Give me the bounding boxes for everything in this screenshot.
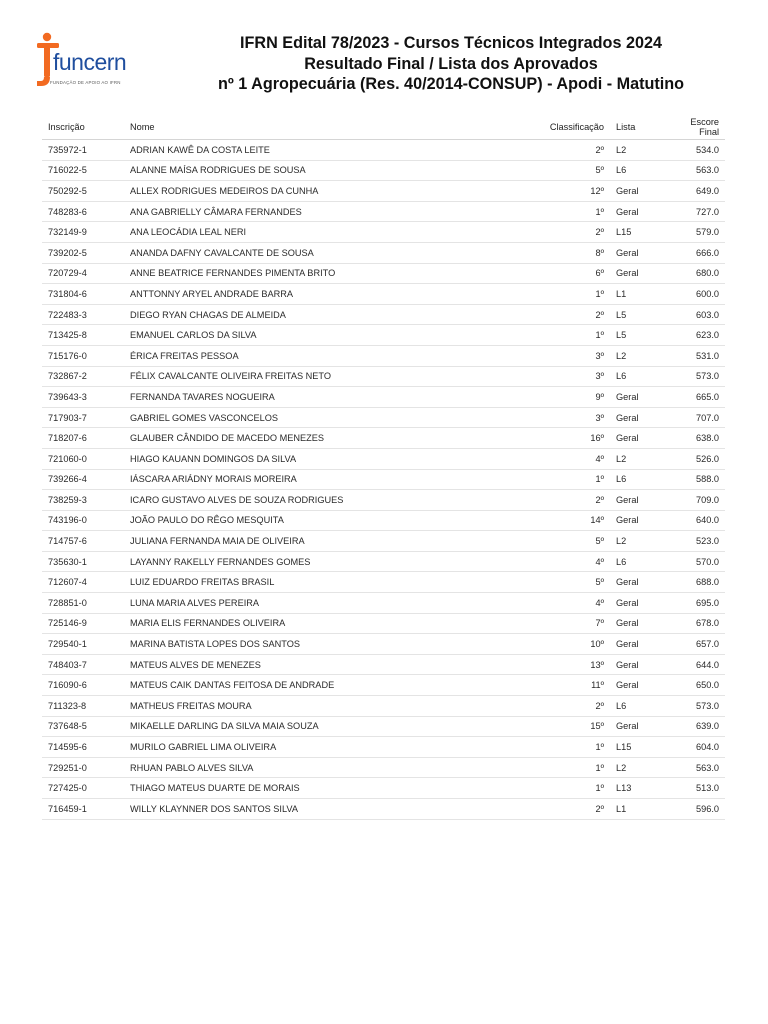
table-row <box>42 345 725 366</box>
cell-classificacao: 2º <box>496 696 610 717</box>
table-row <box>42 490 725 511</box>
cell-lista: Geral <box>610 572 682 593</box>
cell-escore: 665.0 <box>682 387 725 408</box>
cell-inscricao: 718207-6 <box>42 428 124 449</box>
cell-classificacao: 2º <box>496 140 610 161</box>
cell-lista: L1 <box>610 284 682 305</box>
cell-lista: Geral <box>610 263 682 284</box>
cell-classificacao: 4º <box>496 593 610 614</box>
cell-escore: 650.0 <box>682 675 725 696</box>
cell-inscricao: 713425-8 <box>42 325 124 346</box>
table-row <box>42 654 725 675</box>
cell-classificacao: 2º <box>496 799 610 820</box>
cell-classificacao: 14º <box>496 510 610 531</box>
cell-classificacao: 1º <box>496 469 610 490</box>
cell-classificacao: 13º <box>496 654 610 675</box>
cell-escore: 638.0 <box>682 428 725 449</box>
cell-lista: L2 <box>610 757 682 778</box>
cell-escore: 526.0 <box>682 448 725 469</box>
funcern-logo <box>33 30 145 90</box>
cell-lista: Geral <box>610 510 682 531</box>
cell-nome: THIAGO MATEUS DUARTE DE MORAIS <box>124 778 496 799</box>
table-row <box>42 737 725 758</box>
cell-escore: 709.0 <box>682 490 725 511</box>
cell-classificacao: 4º <box>496 551 610 572</box>
cell-nome: RHUAN PABLO ALVES SILVA <box>124 757 496 778</box>
cell-lista: L6 <box>610 366 682 387</box>
cell-nome: HIAGO KAUANN DOMINGOS DA SILVA <box>124 448 496 469</box>
cell-classificacao: 1º <box>496 778 610 799</box>
cell-inscricao: 735630-1 <box>42 551 124 572</box>
table-row <box>42 428 725 449</box>
cell-nome: GABRIEL GOMES VASCONCELOS <box>124 407 496 428</box>
cell-nome: ANA GABRIELLY CÂMARA FERNANDES <box>124 201 496 222</box>
cell-escore: 695.0 <box>682 593 725 614</box>
cell-nome: FÉLIX CAVALCANTE OLIVEIRA FREITAS NETO <box>124 366 496 387</box>
cell-inscricao: 712607-4 <box>42 572 124 593</box>
cell-escore: 563.0 <box>682 757 725 778</box>
cell-escore: 623.0 <box>682 325 725 346</box>
logo-wordmark: funcern <box>53 49 127 75</box>
cell-lista: L2 <box>610 531 682 552</box>
cell-escore: 604.0 <box>682 737 725 758</box>
cell-escore: 596.0 <box>682 799 725 820</box>
cell-lista: L2 <box>610 140 682 161</box>
logo-subtext: FUNDAÇÃO DE APOIO AO IFRN <box>50 80 121 85</box>
cell-classificacao: 12º <box>496 181 610 202</box>
table-row <box>42 716 725 737</box>
cell-classificacao: 1º <box>496 757 610 778</box>
cell-classificacao: 2º <box>496 304 610 325</box>
cell-lista: Geral <box>610 201 682 222</box>
cell-classificacao: 3º <box>496 345 610 366</box>
cell-nome: MATHEUS FREITAS MOURA <box>124 696 496 717</box>
cell-inscricao: 721060-0 <box>42 448 124 469</box>
table-row <box>42 140 725 161</box>
cell-nome: MIKAELLE DARLING DA SILVA MAIA SOUZA <box>124 716 496 737</box>
cell-classificacao: 9º <box>496 387 610 408</box>
cell-escore: 523.0 <box>682 531 725 552</box>
table-row <box>42 222 725 243</box>
cell-lista: L5 <box>610 325 682 346</box>
table-row <box>42 510 725 531</box>
cell-inscricao: 737648-5 <box>42 716 124 737</box>
cell-inscricao: 728851-0 <box>42 593 124 614</box>
cell-classificacao: 6º <box>496 263 610 284</box>
table-row <box>42 696 725 717</box>
header-subtitle: Resultado Final / Lista dos Aprovados <box>304 54 598 73</box>
cell-escore: 513.0 <box>682 778 725 799</box>
cell-classificacao: 7º <box>496 613 610 634</box>
cell-escore: 639.0 <box>682 716 725 737</box>
cell-escore: 707.0 <box>682 407 725 428</box>
cell-lista: L13 <box>610 778 682 799</box>
cell-nome: WILLY KLAYNNER DOS SANTOS SILVA <box>124 799 496 820</box>
cell-classificacao: 11º <box>496 675 610 696</box>
table-header-row <box>42 114 725 140</box>
cell-classificacao: 5º <box>496 160 610 181</box>
cell-nome: FERNANDA TAVARES NOGUEIRA <box>124 387 496 408</box>
table-row <box>42 387 725 408</box>
cell-classificacao: 4º <box>496 448 610 469</box>
table-row <box>42 160 725 181</box>
cell-nome: ADRIAN KAWÊ DA COSTA LEITE <box>124 140 496 161</box>
cell-inscricao: 716022-5 <box>42 160 124 181</box>
cell-lista: L6 <box>610 551 682 572</box>
table-row <box>42 325 725 346</box>
cell-inscricao: 732149-9 <box>42 222 124 243</box>
table-row <box>42 593 725 614</box>
table-row <box>42 242 725 263</box>
cell-lista: Geral <box>610 716 682 737</box>
header-nome: Nome <box>124 114 496 140</box>
table-row <box>42 613 725 634</box>
cell-inscricao: 729540-1 <box>42 634 124 655</box>
cell-escore: 563.0 <box>682 160 725 181</box>
cell-classificacao: 15º <box>496 716 610 737</box>
cell-nome: ANNE BEATRICE FERNANDES PIMENTA BRITO <box>124 263 496 284</box>
cell-inscricao: 717903-7 <box>42 407 124 428</box>
cell-inscricao: 739202-5 <box>42 242 124 263</box>
cell-nome: ANTTONNY ARYEL ANDRADE BARRA <box>124 284 496 305</box>
cell-nome: ALANNE MAÍSA RODRIGUES DE SOUSA <box>124 160 496 181</box>
cell-classificacao: 1º <box>496 284 610 305</box>
table-row <box>42 304 725 325</box>
cell-lista: L2 <box>610 345 682 366</box>
header-lista: Lista <box>610 114 682 140</box>
cell-lista: L6 <box>610 469 682 490</box>
cell-escore: 573.0 <box>682 696 725 717</box>
cell-inscricao: 715176-0 <box>42 345 124 366</box>
cell-inscricao: 748403-7 <box>42 654 124 675</box>
cell-escore: 579.0 <box>682 222 725 243</box>
cell-classificacao: 5º <box>496 572 610 593</box>
cell-classificacao: 8º <box>496 242 610 263</box>
cell-nome: JOÃO PAULO DO RÊGO MESQUITA <box>124 510 496 531</box>
header-inscricao: Inscrição <box>42 114 124 140</box>
cell-inscricao: 748283-6 <box>42 201 124 222</box>
cell-inscricao: 720729-4 <box>42 263 124 284</box>
table-row <box>42 634 725 655</box>
table-row <box>42 675 725 696</box>
table-row <box>42 757 725 778</box>
cell-inscricao: 711323-8 <box>42 696 124 717</box>
cell-inscricao: 716090-6 <box>42 675 124 696</box>
cell-escore: 649.0 <box>682 181 725 202</box>
cell-lista: Geral <box>610 428 682 449</box>
cell-nome: GLAUBER CÂNDIDO DE MACEDO MENEZES <box>124 428 496 449</box>
cell-escore: 531.0 <box>682 345 725 366</box>
cell-classificacao: 1º <box>496 201 610 222</box>
logo-dot <box>43 33 51 41</box>
cell-nome: IÁSCARA ARIÁDNY MORAIS MOREIRA <box>124 469 496 490</box>
cell-nome: EMANUEL CARLOS DA SILVA <box>124 325 496 346</box>
cell-nome: MURILO GABRIEL LIMA OLIVEIRA <box>124 737 496 758</box>
cell-inscricao: 732867-2 <box>42 366 124 387</box>
cell-nome: ICARO GUSTAVO ALVES DE SOUZA RODRIGUES <box>124 490 496 511</box>
cell-inscricao: 714757-6 <box>42 531 124 552</box>
cell-nome: LUNA MARIA ALVES PEREIRA <box>124 593 496 614</box>
cell-nome: MARIA ELIS FERNANDES OLIVEIRA <box>124 613 496 634</box>
cell-escore: 570.0 <box>682 551 725 572</box>
header-course: nº 1 Agropecuária (Res. 40/2014-CONSUP) - Apodi - Matutino <box>217 75 685 93</box>
cell-lista: L2 <box>610 448 682 469</box>
cell-escore: 640.0 <box>682 510 725 531</box>
cell-lista: Geral <box>610 593 682 614</box>
cell-escore: 678.0 <box>682 613 725 634</box>
cell-lista: L6 <box>610 696 682 717</box>
cell-lista: L5 <box>610 304 682 325</box>
cell-nome: ANA LEOCÁDIA LEAL NERI <box>124 222 496 243</box>
cell-classificacao: 10º <box>496 634 610 655</box>
cell-lista: Geral <box>610 634 682 655</box>
cell-inscricao: 739266-4 <box>42 469 124 490</box>
cell-inscricao: 743196-0 <box>42 510 124 531</box>
table-row <box>42 201 725 222</box>
cell-lista: L6 <box>610 160 682 181</box>
table-row <box>42 799 725 820</box>
cell-inscricao: 722483-3 <box>42 304 124 325</box>
table-row <box>42 181 725 202</box>
cell-escore: 657.0 <box>682 634 725 655</box>
cell-nome: LAYANNY RAKELLY FERNANDES GOMES <box>124 551 496 572</box>
table-row <box>42 572 725 593</box>
cell-lista: L15 <box>610 737 682 758</box>
cell-nome: MATEUS CAIK DANTAS FEITOSA DE ANDRADE <box>124 675 496 696</box>
cell-nome: ANANDA DAFNY CAVALCANTE DE SOUSA <box>124 242 496 263</box>
table-row <box>42 551 725 572</box>
cell-nome: DIEGO RYAN CHAGAS DE ALMEIDA <box>124 304 496 325</box>
header-classificacao: Classificação <box>496 114 610 140</box>
cell-nome: ALLEX RODRIGUES MEDEIROS DA CUNHA <box>124 181 496 202</box>
cell-inscricao: 729251-0 <box>42 757 124 778</box>
cell-escore: 680.0 <box>682 263 725 284</box>
table-row <box>42 778 725 799</box>
cell-nome: JULIANA FERNANDA MAIA DE OLIVEIRA <box>124 531 496 552</box>
cell-inscricao: 714595-6 <box>42 737 124 758</box>
cell-inscricao: 731804-6 <box>42 284 124 305</box>
cell-escore: 644.0 <box>682 654 725 675</box>
cell-inscricao: 735972-1 <box>42 140 124 161</box>
table-row <box>42 284 725 305</box>
table-row <box>42 448 725 469</box>
cell-inscricao: 738259-3 <box>42 490 124 511</box>
cell-escore: 727.0 <box>682 201 725 222</box>
cell-classificacao: 16º <box>496 428 610 449</box>
cell-classificacao: 1º <box>496 325 610 346</box>
table-row <box>42 469 725 490</box>
cell-lista: Geral <box>610 613 682 634</box>
cell-lista: Geral <box>610 242 682 263</box>
cell-lista: Geral <box>610 181 682 202</box>
cell-inscricao: 727425-0 <box>42 778 124 799</box>
cell-lista: Geral <box>610 490 682 511</box>
cell-inscricao: 739643-3 <box>42 387 124 408</box>
document-header <box>200 33 702 95</box>
cell-lista: Geral <box>610 407 682 428</box>
cell-nome: MARINA BATISTA LOPES DOS SANTOS <box>124 634 496 655</box>
table-row <box>42 263 725 284</box>
cell-inscricao: 750292-5 <box>42 181 124 202</box>
cell-lista: L15 <box>610 222 682 243</box>
cell-inscricao: 725146-9 <box>42 613 124 634</box>
cell-lista: L1 <box>610 799 682 820</box>
cell-lista: Geral <box>610 387 682 408</box>
cell-classificacao: 3º <box>496 407 610 428</box>
cell-escore: 666.0 <box>682 242 725 263</box>
cell-escore: 688.0 <box>682 572 725 593</box>
cell-classificacao: 1º <box>496 737 610 758</box>
cell-classificacao: 2º <box>496 490 610 511</box>
results-table <box>42 114 725 820</box>
cell-escore: 573.0 <box>682 366 725 387</box>
header-title: IFRN Edital 78/2023 - Cursos Técnicos Integrados 2024 <box>240 34 662 52</box>
cell-nome: MATEUS ALVES DE MENEZES <box>124 654 496 675</box>
cell-escore: 588.0 <box>682 469 725 490</box>
cell-lista: Geral <box>610 654 682 675</box>
table-row <box>42 366 725 387</box>
cell-nome: ÉRICA FREITAS PESSOA <box>124 345 496 366</box>
cell-lista: Geral <box>610 675 682 696</box>
cell-escore: 534.0 <box>682 140 725 161</box>
cell-inscricao: 716459-1 <box>42 799 124 820</box>
cell-escore: 603.0 <box>682 304 725 325</box>
table-row <box>42 407 725 428</box>
cell-nome: LUIZ EDUARDO FREITAS BRASIL <box>124 572 496 593</box>
table-row <box>42 531 725 552</box>
cell-classificacao: 5º <box>496 531 610 552</box>
cell-classificacao: 3º <box>496 366 610 387</box>
header-escore: Escore Final <box>682 114 725 140</box>
cell-classificacao: 2º <box>496 222 610 243</box>
cell-escore: 600.0 <box>682 284 725 305</box>
